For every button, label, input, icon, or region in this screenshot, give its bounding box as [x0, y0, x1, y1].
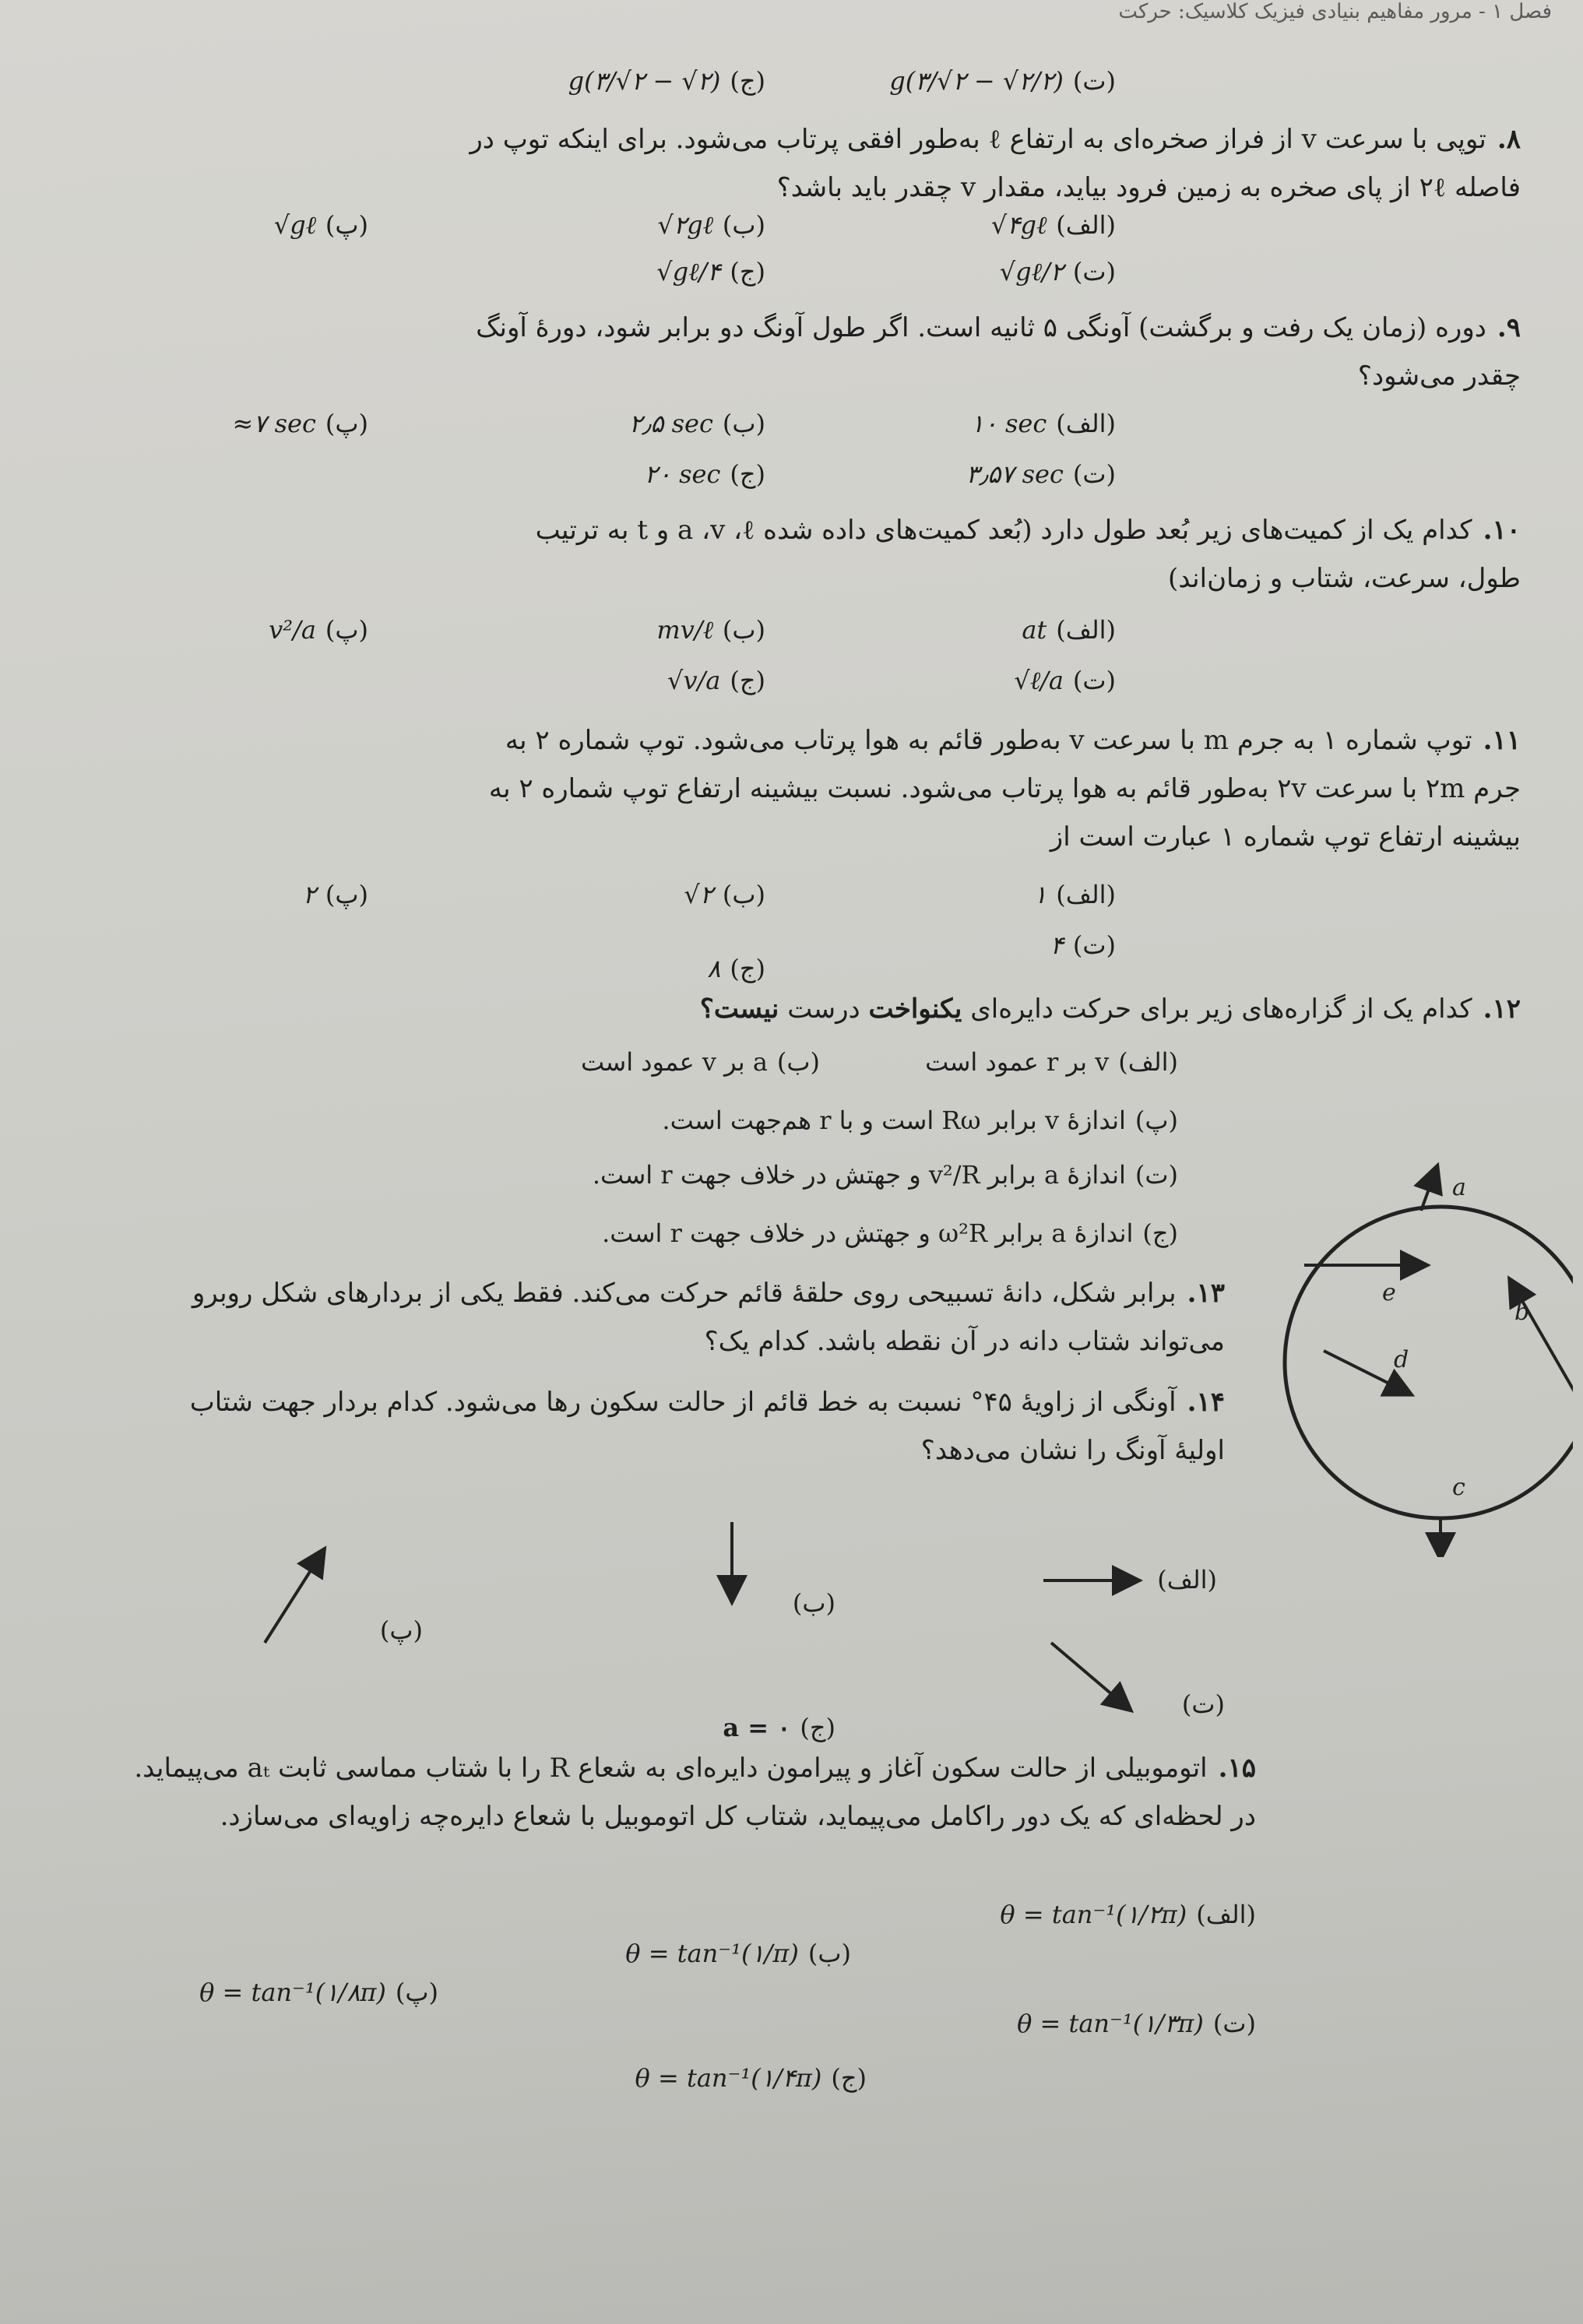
- question-14: ۱۴.آونگی از زاویهٔ ۴۵° نسبت به خط قائم از حالت سکون رها می‌شود. کدام بردار جهت شتاب اولیهٔ آونگ را نشان می‌دهد؟: [189, 1387, 1225, 1466]
- vector-d-label: d: [1394, 1346, 1409, 1373]
- q14-arrow-be: [709, 1518, 755, 1612]
- q14-option-alef: (الف): [1157, 1565, 1217, 1594]
- q9-option-te: (ت)۳٫۵۷ sec: [966, 459, 1116, 489]
- q12-option-alef: (الف)v بر r عمود است: [925, 1047, 1178, 1077]
- q11-option-be: (ب)√۲: [684, 880, 765, 909]
- q11-option-jim: (ج)۸: [707, 954, 765, 983]
- question-13: ۱۳.برابر شکل، دانهٔ تسبیحی روی حلقهٔ قائم حرکت می‌کند. فقط یکی از بردارهای شکل روبرو می‌تواند شتاب دانه در آن نقطه باشد. کدام یک؟: [192, 1278, 1225, 1357]
- q14-option-pe: (پ): [379, 1616, 423, 1645]
- q8-option-te: (ت)√gℓ/۲: [999, 257, 1116, 287]
- q14-option-be: (ب): [792, 1588, 835, 1618]
- q15-option-te: (ت)θ = tan⁻¹(۱/۳π): [1017, 2009, 1256, 2038]
- question-8: ۸.توپی با سرعت v از فراز صخره‌ای به ارتفاع ℓ به‌طور افقی پرتاب می‌شود. برای اینکه توپ در فاصله ۲ℓ از پای صخره به زمین فرود بیاید، مقدار v چقدر باید باشد؟: [470, 124, 1521, 203]
- q14-arrow-alef: [1036, 1557, 1152, 1604]
- q11-option-pe: (پ)۲: [302, 880, 368, 909]
- vector-b-label: b: [1514, 1299, 1530, 1326]
- q8-option-be: (ب)√۲gℓ: [657, 210, 765, 240]
- q14-option-jim: (ج)a = ۰: [723, 1713, 835, 1742]
- q15-option-pe: (پ)θ = tan⁻¹(۱/۸π): [199, 1978, 438, 2007]
- vector-a-arrow: [1421, 1168, 1437, 1211]
- vector-e-label: e: [1382, 1279, 1396, 1306]
- q9-option-be: (ب)۲٫۵ sec: [628, 409, 765, 438]
- q14-arrow-pe: [249, 1542, 335, 1651]
- q15-option-be: (ب)θ = tan⁻¹(۱/π): [625, 1939, 851, 1968]
- q14-arrow-te: [1043, 1635, 1145, 1721]
- q10-option-be: (ب)mv/ℓ: [656, 615, 765, 645]
- q9-option-pe: (پ)≈۷ sec: [232, 409, 368, 438]
- hoop-circle: [1285, 1207, 1573, 1518]
- question-12: ۱۲.کدام یک از گزاره‌های زیر برای حرکت دایره‌ای یکنواخت درست نیست؟: [699, 993, 1521, 1025]
- q11-option-alef: (الف)۱: [1033, 880, 1116, 909]
- vector-c-label: c: [1452, 1474, 1465, 1501]
- q8-option-jim: (ج)√gℓ/۴: [656, 257, 765, 287]
- q10-option-alef: (الف)at: [1022, 615, 1116, 645]
- q11-option-te: (ت)۴: [1050, 930, 1116, 960]
- q12-option-pe: (پ)اندازهٔ v برابر Rω است و با r هم‌جهت است.: [662, 1106, 1178, 1135]
- bead-on-hoop-figure: [1277, 1152, 1573, 1557]
- q15-option-alef: (الف)θ = tan⁻¹(۱/۲π): [1000, 1900, 1256, 1929]
- question-11: ۱۱.توپ شماره ۱ به جرم m با سرعت v به‌طور قائم به هوا پرتاب می‌شود. توپ شماره ۲ به جرم ۲m با سرعت ۲v به‌طور قائم به هوا پرتاب می‌شود. نسبت بیشینه ارتفاع توپ شماره ۲ به بیشینه ارتفاع توپ شماره ۱ عبارت است از: [488, 725, 1521, 853]
- q10-option-pe: (پ)v²/a: [269, 615, 368, 645]
- question-10: ۱۰.کدام یک از کمیت‌های زیر بُعد طول دارد (بُعد کمیت‌های داده شده a ،v ،ℓ و t به ترتیب طول، سرعت، شتاب و زمان‌اند): [535, 515, 1521, 594]
- q9-option-jim: (ج)۲۰ sec: [644, 459, 765, 489]
- q10-option-te: (ت)√ℓ/a: [1014, 666, 1116, 695]
- q7-option-t: (ت)g(۳/√۲ − √۲/۲): [889, 66, 1116, 96]
- q8-option-alef: (الف)√۴gℓ: [990, 210, 1116, 240]
- running-header: فصل ۱ - مرور مفاهیم بنیادی فیزیک کلاسیک: حرکت: [1118, 0, 1552, 23]
- question-15: ۱۵.اتوموبیلی از حالت سکون آغاز و پیرامون دایره‌ای به شعاع R را با شتاب مماسی ثابت aₜ می‌پیماید. در لحظه‌ای که یک دور راکامل می‌پیماید، شتاب کل اتوموبیل با شعاع دایره‌چه زاویه‌ای می‌سازد.: [134, 1753, 1256, 1832]
- vector-a-label: a: [1452, 1174, 1466, 1201]
- q8-option-pe: (پ)√gℓ: [273, 210, 368, 240]
- question-9: ۹.دوره (زمان یک رفت و برگشت) آونگی ۵ ثانیه است. اگر طول آونگ دو برابر شود، دورهٔ آونگ چقدر می‌شود؟: [476, 312, 1521, 392]
- q12-option-jim: (ج)اندازهٔ a برابر ω²R و جهتش در خلاف جهت r است.: [602, 1218, 1178, 1248]
- q7-option-j: (ج)g(۳/√۲ − √۲): [568, 66, 765, 96]
- q10-option-jim: (ج)√v/a: [667, 666, 765, 695]
- q14-option-te: (ت): [1181, 1689, 1225, 1719]
- q12-option-be: (ب)a بر v عمود است: [581, 1047, 820, 1077]
- q12-option-te: (ت)اندازهٔ a برابر v²/R و جهتش در خلاف جهت r است.: [592, 1160, 1178, 1190]
- q9-option-alef: (الف)۱۰ sec: [970, 409, 1116, 438]
- q15-option-jim: (ج)θ = tan⁻¹(۱/۴π): [635, 2063, 867, 2093]
